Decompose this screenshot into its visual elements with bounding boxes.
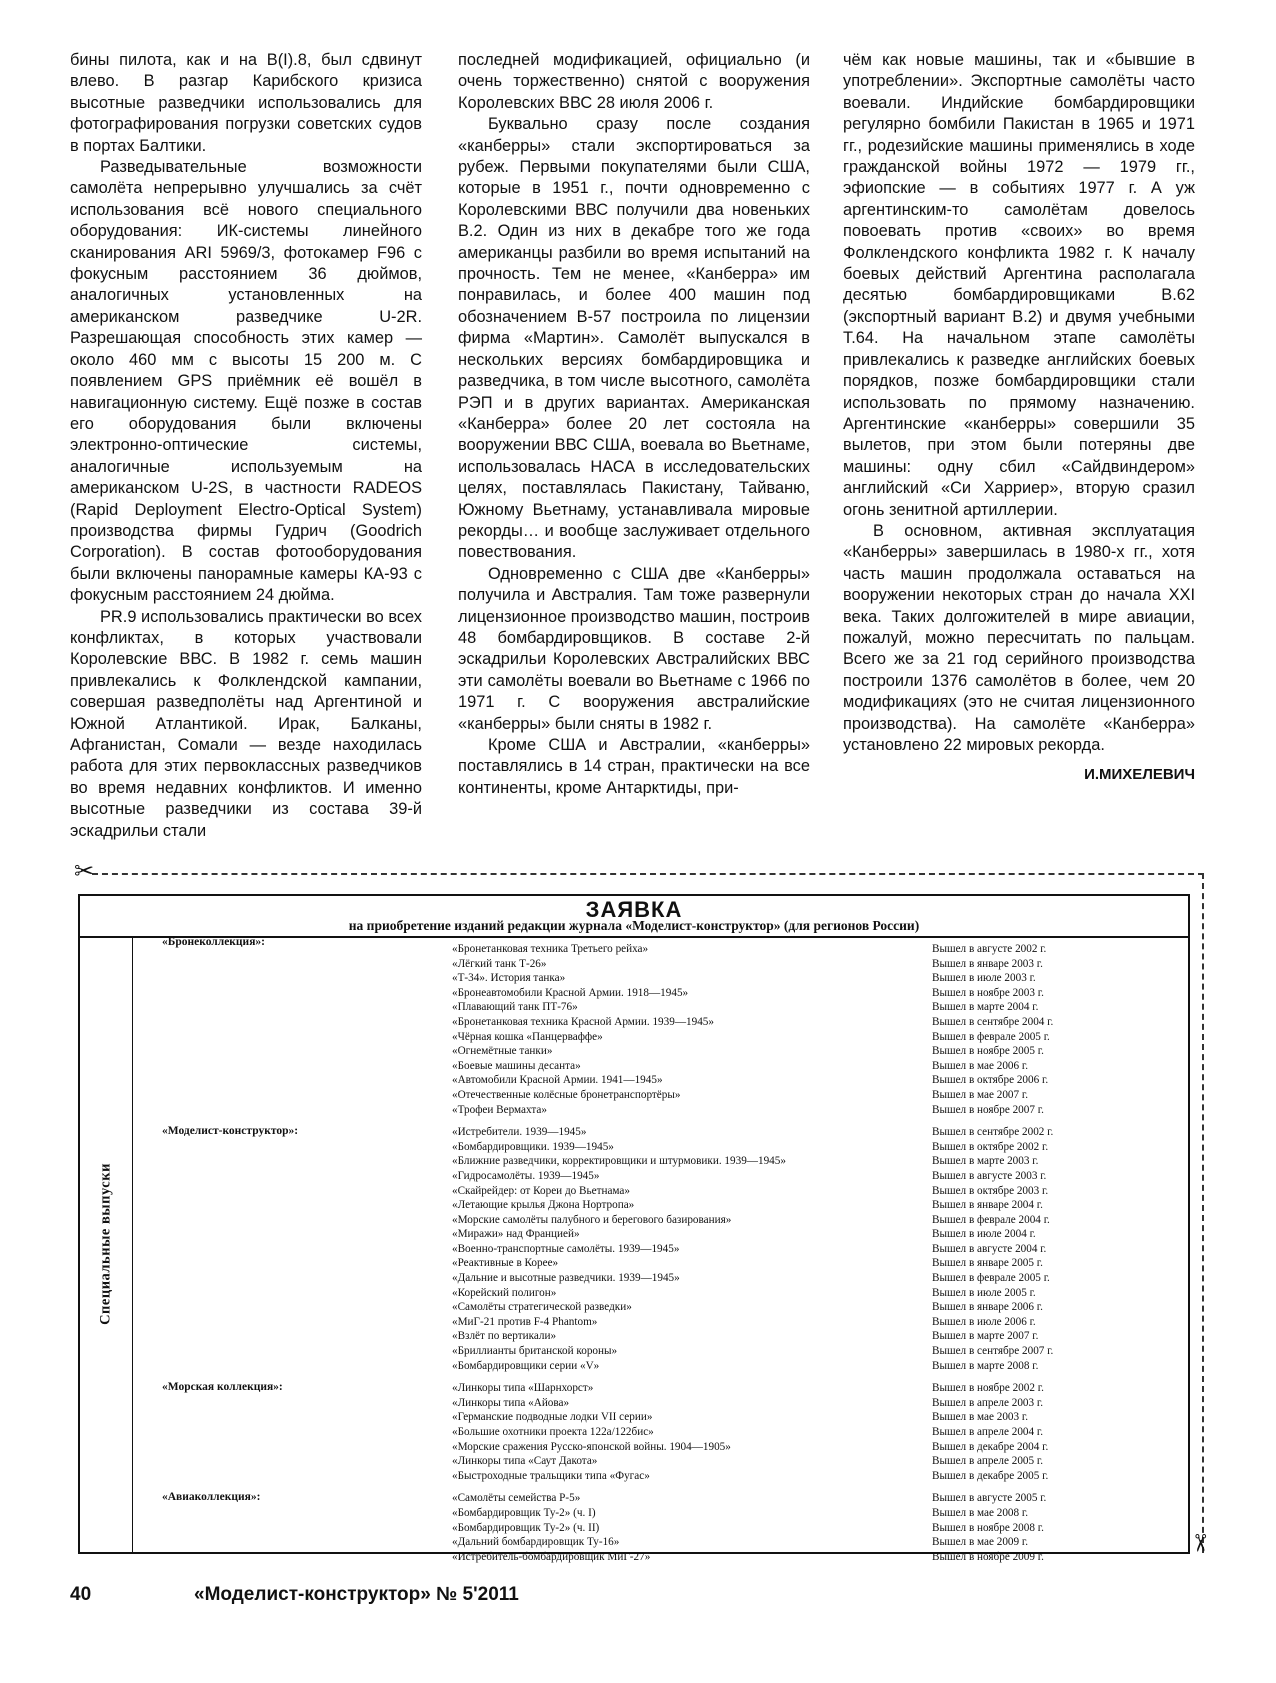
publication-date: Вышел в феврале 2005 г. [932,1272,1050,1285]
publication-row [132,1030,1188,1045]
section-name: «Моделист-конструктор»: [162,1125,299,1138]
publication-row [132,1396,1188,1411]
publication-title: «МиГ-21 против F-4 Phantom» [452,1315,598,1328]
publication-row [132,971,1188,986]
publication-row [132,1315,1188,1330]
form-sections [132,936,1188,1572]
publication-row [132,1344,1188,1359]
paragraph: последней модификацией, официально (и очень торжественно) снятой с вооружения Королевских ВВС 28 июля 2006 г. [458,51,810,112]
publication-title: «Линкоры типа «Айова» [452,1396,570,1409]
section-name: «Морская коллекция»: [162,1381,283,1394]
paragraph: PR.9 использовались практически во всех конфликтах, в которых участвовали Королевские ВВС. В 1982 г. семь машин привлекались к Фолклендской кампании, совершая разведполёты над Аргентиной и Южной Атлантикой. Ирак, Балканы, Афганистан, Сомали — везде находилась работа для этих первоклассных разведчиков во время недавних конфликтов. И именно высотные разведчики из состава 39-й эскадрильи стали [70,607,422,840]
publication-row [132,1359,1188,1374]
publication-title: «Морские сражения Русско-японской войны. 1904—1905» [452,1440,731,1453]
publication-date: Вышел в июле 2005 г. [932,1286,1036,1299]
publication-title: «Боевые машины десанта» [452,1059,581,1072]
form-section [132,936,1188,1117]
article-column-2 [458,50,810,799]
paragraph: Кроме США и Австралии, «канберры» поставлялись в 14 стран, практически на все континенты, кроме Антарктиды, при- [458,736,810,797]
publication-row [132,1535,1188,1550]
publication-title: «Дальний бомбардировщик Ту-16» [452,1536,620,1549]
publication-title: «Морские самолёты палубного и берегового базирования» [452,1213,732,1226]
publication-date: Вышел в марте 2008 г. [932,1359,1039,1372]
paragraph: Разведывательные возможности самолёта непрерывно улучшались за счёт использования всё нового специального оборудования: ИК-системы линейного сканирования ARI 5969/3, фотокамер F96 с фокусным расстоянием 36 дюймов, аналогичных установленных на американском разведчике U-2R. Разрешающая способность этих камер — около 460 мм с высоты 15 200 м. С появлением GPS приёмник её вошёл в навигационную систему. Ещё позже в состав его оборудования были включены электронно-оптические системы, аналогичные используемым на американском U-2S, в частности RADEOS (Rapid Deployment Electro-Optical System) производства фирмы Гудрич (Goodrich Corporation). В состав фотооборудования были включены панорамные камеры КА-93 с фокусным расстоянием 24 дюйма. [70,158,422,605]
publication-title: «Корейский полигон» [452,1286,557,1299]
publication-row [132,942,1188,957]
publication-row [132,1300,1188,1315]
publication-row [132,1015,1188,1030]
publication-date: Вышел в мае 2003 г. [932,1411,1029,1424]
publication-row [132,1425,1188,1440]
publication-title: «Плавающий танк ПТ-76» [452,1001,578,1014]
publication-title: «Гидросамолёты. 1939—1945» [452,1169,600,1182]
publication-date: Вышел в марте 2004 г. [932,1001,1039,1014]
publication-title: «Линкоры типа «Шарнхорст» [452,1382,594,1395]
publication-date: Вышел в августе 2004 г. [932,1242,1047,1255]
publication-date: Вышел в январе 2005 г. [932,1257,1043,1270]
side-label: Специальные выпуски [97,1163,114,1325]
publication-date: Вышел в январе 2006 г. [932,1301,1043,1314]
publication-date: Вышел в августе 2005 г. [932,1492,1047,1505]
publication-title: «Взлёт по вертикали» [452,1330,557,1343]
publication-date: Вышел в декабре 2005 г. [932,1469,1049,1482]
publication-date: Вышел в ноябре 2009 г. [932,1550,1044,1563]
publication-title: «Бронеавтомобили Красной Армии. 1918—1945» [452,986,689,999]
publication-title: «Быстроходные тральщики типа «Фугас» [452,1469,650,1482]
publication-date: Вышел в июле 2003 г. [932,972,1036,985]
publication-date: Вышел в октябре 2006 г. [932,1074,1049,1087]
publication-title: «Бриллианты британской короны» [452,1345,618,1358]
publication-title: «Отечественные колёсные бронетранспортёры» [452,1088,681,1101]
publication-date: Вышел в октябре 2002 г. [932,1140,1049,1153]
publication-title: «Самолёты семейства Р-5» [452,1492,581,1505]
publication-date: Вышел в августе 2003 г. [932,1169,1047,1182]
publication-row [132,1073,1188,1088]
publication-title: «Лёгкий танк Т-26» [452,957,547,970]
publication-row [132,1140,1188,1155]
article-column-3 [843,50,1195,786]
order-form [78,894,1190,1563]
publication-date: Вышел в августе 2002 г. [932,943,1047,955]
publication-date: Вышел в декабре 2004 г. [932,1440,1049,1453]
article-column-1 [70,50,422,842]
publication-row [132,1227,1188,1242]
publication-row [132,1286,1188,1301]
publication-date: Вышел в сентябре 2002 г. [932,1126,1054,1139]
scissors-icon: ✂ [74,857,95,885]
publication-date: Вышел в ноябре 2008 г. [932,1521,1044,1534]
form-section [132,1381,1188,1483]
publication-date: Вышел в марте 2007 г. [932,1330,1039,1343]
publication-date: Вышел в феврале 2004 г. [932,1213,1050,1226]
publication-row [132,1088,1188,1103]
publication-date: Вышел в марте 2003 г. [932,1155,1039,1168]
publication-title: «Т-34». История танка» [452,972,566,985]
publication-row [132,1184,1188,1199]
publication-title: «Реактивные в Корее» [452,1257,559,1270]
cut-line-vertical [1202,873,1204,1553]
publication-date: Вышел в ноябре 2002 г. [932,1382,1044,1395]
publication-row [132,1256,1188,1271]
publication-title: «Трофеи Вермахта» [452,1103,547,1116]
publication-row [132,986,1188,1001]
publication-row [132,1550,1188,1565]
paragraph: чём как новые машины, так и «бывшие в употреблении». Экспортные самолёты часто воевали. Индийские бомбардировщики регулярно бомбили Пакистан в 1965 и 1971 гг., родезийские машины применялись в ходе гражданской войны 1972 — 1979 гг., эфиопские — в событиях 1977 г. А уж аргентинским-то самолётам довелось повоевать против «своих» во время Фолклендского конфликта 1982 г. К началу боевых действий Аргентина располагала десятью бомбардировщиками В.62 (экспортный вариант В.2) и двумя учебными Т.64. На начальном этапе самолёты привлекались к разведке английских боевых порядков, позже бомбардировщики стали использовать по прямому назначению. Аргентинские «канберры» совершили 35 вылетов, при этом были потеряны две машины: одну сбил «Сайдвиндером» английский «Си Харриер», вторую сразил огонь зенитной артиллерии. [843,51,1195,519]
paragraph: В основном, активная эксплуатация «Канберры» завершилась в 1980-х гг., хотя часть машин продолжала оставаться на вооружении некоторых стран до начала XXI века. Таких долгожителей в мире авиации, пожалуй, можно пересчитать по пальцам. Всего же за 21 год серийного производства построили 1376 самолётов в более, чем 20 модификациях (это не считая лицензионного производства). На самолёте «Канберра» установлено 22 мировых рекорда. [843,521,1195,754]
publication-title: «Бомбардировщики серии «V» [452,1359,600,1372]
publication-date: Вышел в июле 2006 г. [932,1315,1036,1328]
publication-title: «Миражи» над Францией» [452,1228,580,1241]
publication-title: «Военно-транспортные самолёты. 1939—1945» [452,1242,680,1255]
publication-row [132,1154,1188,1169]
publication-row [132,1329,1188,1344]
publication-date: Вышел в сентябре 2004 г. [932,1015,1054,1028]
publication-row [132,1271,1188,1286]
publication-date: Вышел в апреле 2004 г. [932,1426,1044,1438]
publication-date: Вышел в мае 2008 г. [932,1506,1029,1519]
publication-row [132,1506,1188,1521]
magazine-issue: «Моделист-конструктор» № 5'2011 [194,1584,519,1605]
publication-date: Вышел в апреле 2005 г. [932,1455,1044,1468]
publication-row [132,1440,1188,1455]
publication-title: «Автомобили Красной Армии. 1941—1945» [452,1074,663,1087]
publication-date: Вышел в январе 2004 г. [932,1199,1043,1212]
publication-row [132,1469,1188,1484]
publication-row [132,1454,1188,1469]
publication-date: Вышел в июле 2004 г. [932,1228,1036,1241]
publication-title: «Линкоры типа «Саут Дакота» [452,1455,598,1468]
publication-title: «Ближние разведчики, корректировщики и штурмовики. 1939—1945» [452,1155,786,1168]
section-name: «Бронеколлекция»: [162,936,265,948]
paragraph: бины пилота, как и на B(I).8, был сдвинут влево. В разгар Карибского кризиса высотные разведчики использовались для фотографирования погрузки советских судов в портах Балтики. [70,51,422,155]
publication-row [132,1213,1188,1228]
publication-date: Вышел в сентябре 2007 г. [932,1345,1054,1358]
publication-row [132,1059,1188,1074]
publication-title: «Истребители. 1939—1945» [452,1126,587,1139]
publication-row [132,1381,1188,1396]
publication-row [132,1198,1188,1213]
publication-title: «Огнемётные танки» [452,1045,553,1058]
publication-date: Вышел в мае 2009 г. [932,1536,1029,1549]
publication-row [132,957,1188,972]
order-form-subtitle: на приобретение изданий редакции журнала «Моделист-конструктор» (для регионов России) [348,918,920,933]
side-label-cell [80,936,133,1552]
publication-title: «Скайрейдер: от Кореи до Вьетнама» [452,1184,630,1197]
publication-date: Вышел в октябре 2003 г. [932,1184,1049,1197]
form-section [132,1125,1188,1373]
form-section [132,1491,1188,1564]
publication-row [132,1169,1188,1184]
paragraph: Одновременно с США две «Канберры» получила и Австралия. Там тоже развернули лицензионное производство машин, построив 48 бомбардировщиков. В составе 2-й эскадрильи Королевских Австралийских ВВС эти самолёты воевали во Вьетнаме с 1966 по 1971 г. С вооружения австралийские «канберры» были сняты в 1982 г. [458,564,810,733]
publication-date: Вышел в ноябре 2003 г. [932,986,1044,999]
publication-date: Вышел в мае 2007 г. [932,1088,1029,1101]
publication-date: Вышел в ноябре 2007 г. [932,1103,1044,1116]
order-form-header [80,896,1188,938]
publication-row [132,1242,1188,1257]
publication-title: «Истребитель-бомбардировщик МиГ-27» [452,1550,651,1563]
publication-row [132,1491,1188,1506]
publication-title: «Германские подводные лодки VII серии» [452,1411,653,1424]
publication-title: «Бомбардировщик Ту-2» (ч. I) [452,1506,596,1519]
publication-date: Вышел в феврале 2005 г. [932,1030,1050,1043]
publication-title: «Большие охотники проекта 122а/122бис» [452,1426,654,1438]
article-author: И.МИХЕЛЕВИЧ [1084,766,1195,784]
cut-line [92,873,1204,875]
publication-date: Вышел в апреле 2003 г. [932,1396,1044,1409]
section-name: «Авиаколлекция»: [162,1491,261,1504]
publication-title: «Самолёты стратегической разведки» [452,1301,632,1314]
publication-title: «Дальние и высотные разведчики. 1939—1945» [452,1272,680,1285]
page-number: 40 [70,1584,92,1605]
scissors-icon: ✂ [1186,1532,1215,1554]
publication-title: «Бронетанковая техника Третьего рейха» [452,943,649,955]
publication-row [132,1103,1188,1118]
publication-date: Вышел в ноябре 2005 г. [932,1045,1044,1058]
publication-title: «Бомбардировщики. 1939—1945» [452,1140,614,1153]
order-form-title: ЗАЯВКА [585,897,683,922]
publication-row [132,1521,1188,1536]
publication-title: «Чёрная кошка «Панцерваффе» [452,1030,603,1043]
paragraph: Буквально сразу после создания «канберры» стали экспортироваться за рубеж. Первыми покупателями были США, которые в 1951 г., почти одновременно с Королевскими ВВС получили два новеньких В.2. Один из них в декабре того же года американцы разбили во время испытаний на прочность. Тем не менее, «Канберра» им понравилась, и более 400 машин под обозначением В-57 построила по лицензии фирма «Мартин». Самолёт выпускался в нескольких версиях бомбардировщика и разведчика, в том числе высотного, самолёта РЭП и в других вариантах. Американская «Канберра» более 20 лет состояла на вооружении ВВС США, воевала во Вьетнаме, использовалась НАСА в исследовательских целях, поставлялась Пакистану, Тайваню, Южному Вьетнаму, устанавливала мировые рекорды… и вообще заслуживает отдельного повествования. [458,115,810,562]
publication-date: Вышел в мае 2006 г. [932,1059,1029,1072]
publication-row [132,1410,1188,1425]
publication-row [132,1000,1188,1015]
publication-title: «Летающие крылья Джона Нортропа» [452,1199,635,1212]
publication-title: «Бомбардировщик Ту-2» (ч. II) [452,1521,600,1534]
publication-row [132,1044,1188,1059]
publication-title: «Бронетанковая техника Красной Армии. 1939—1945» [452,1015,714,1028]
publication-date: Вышел в январе 2003 г. [932,957,1043,970]
